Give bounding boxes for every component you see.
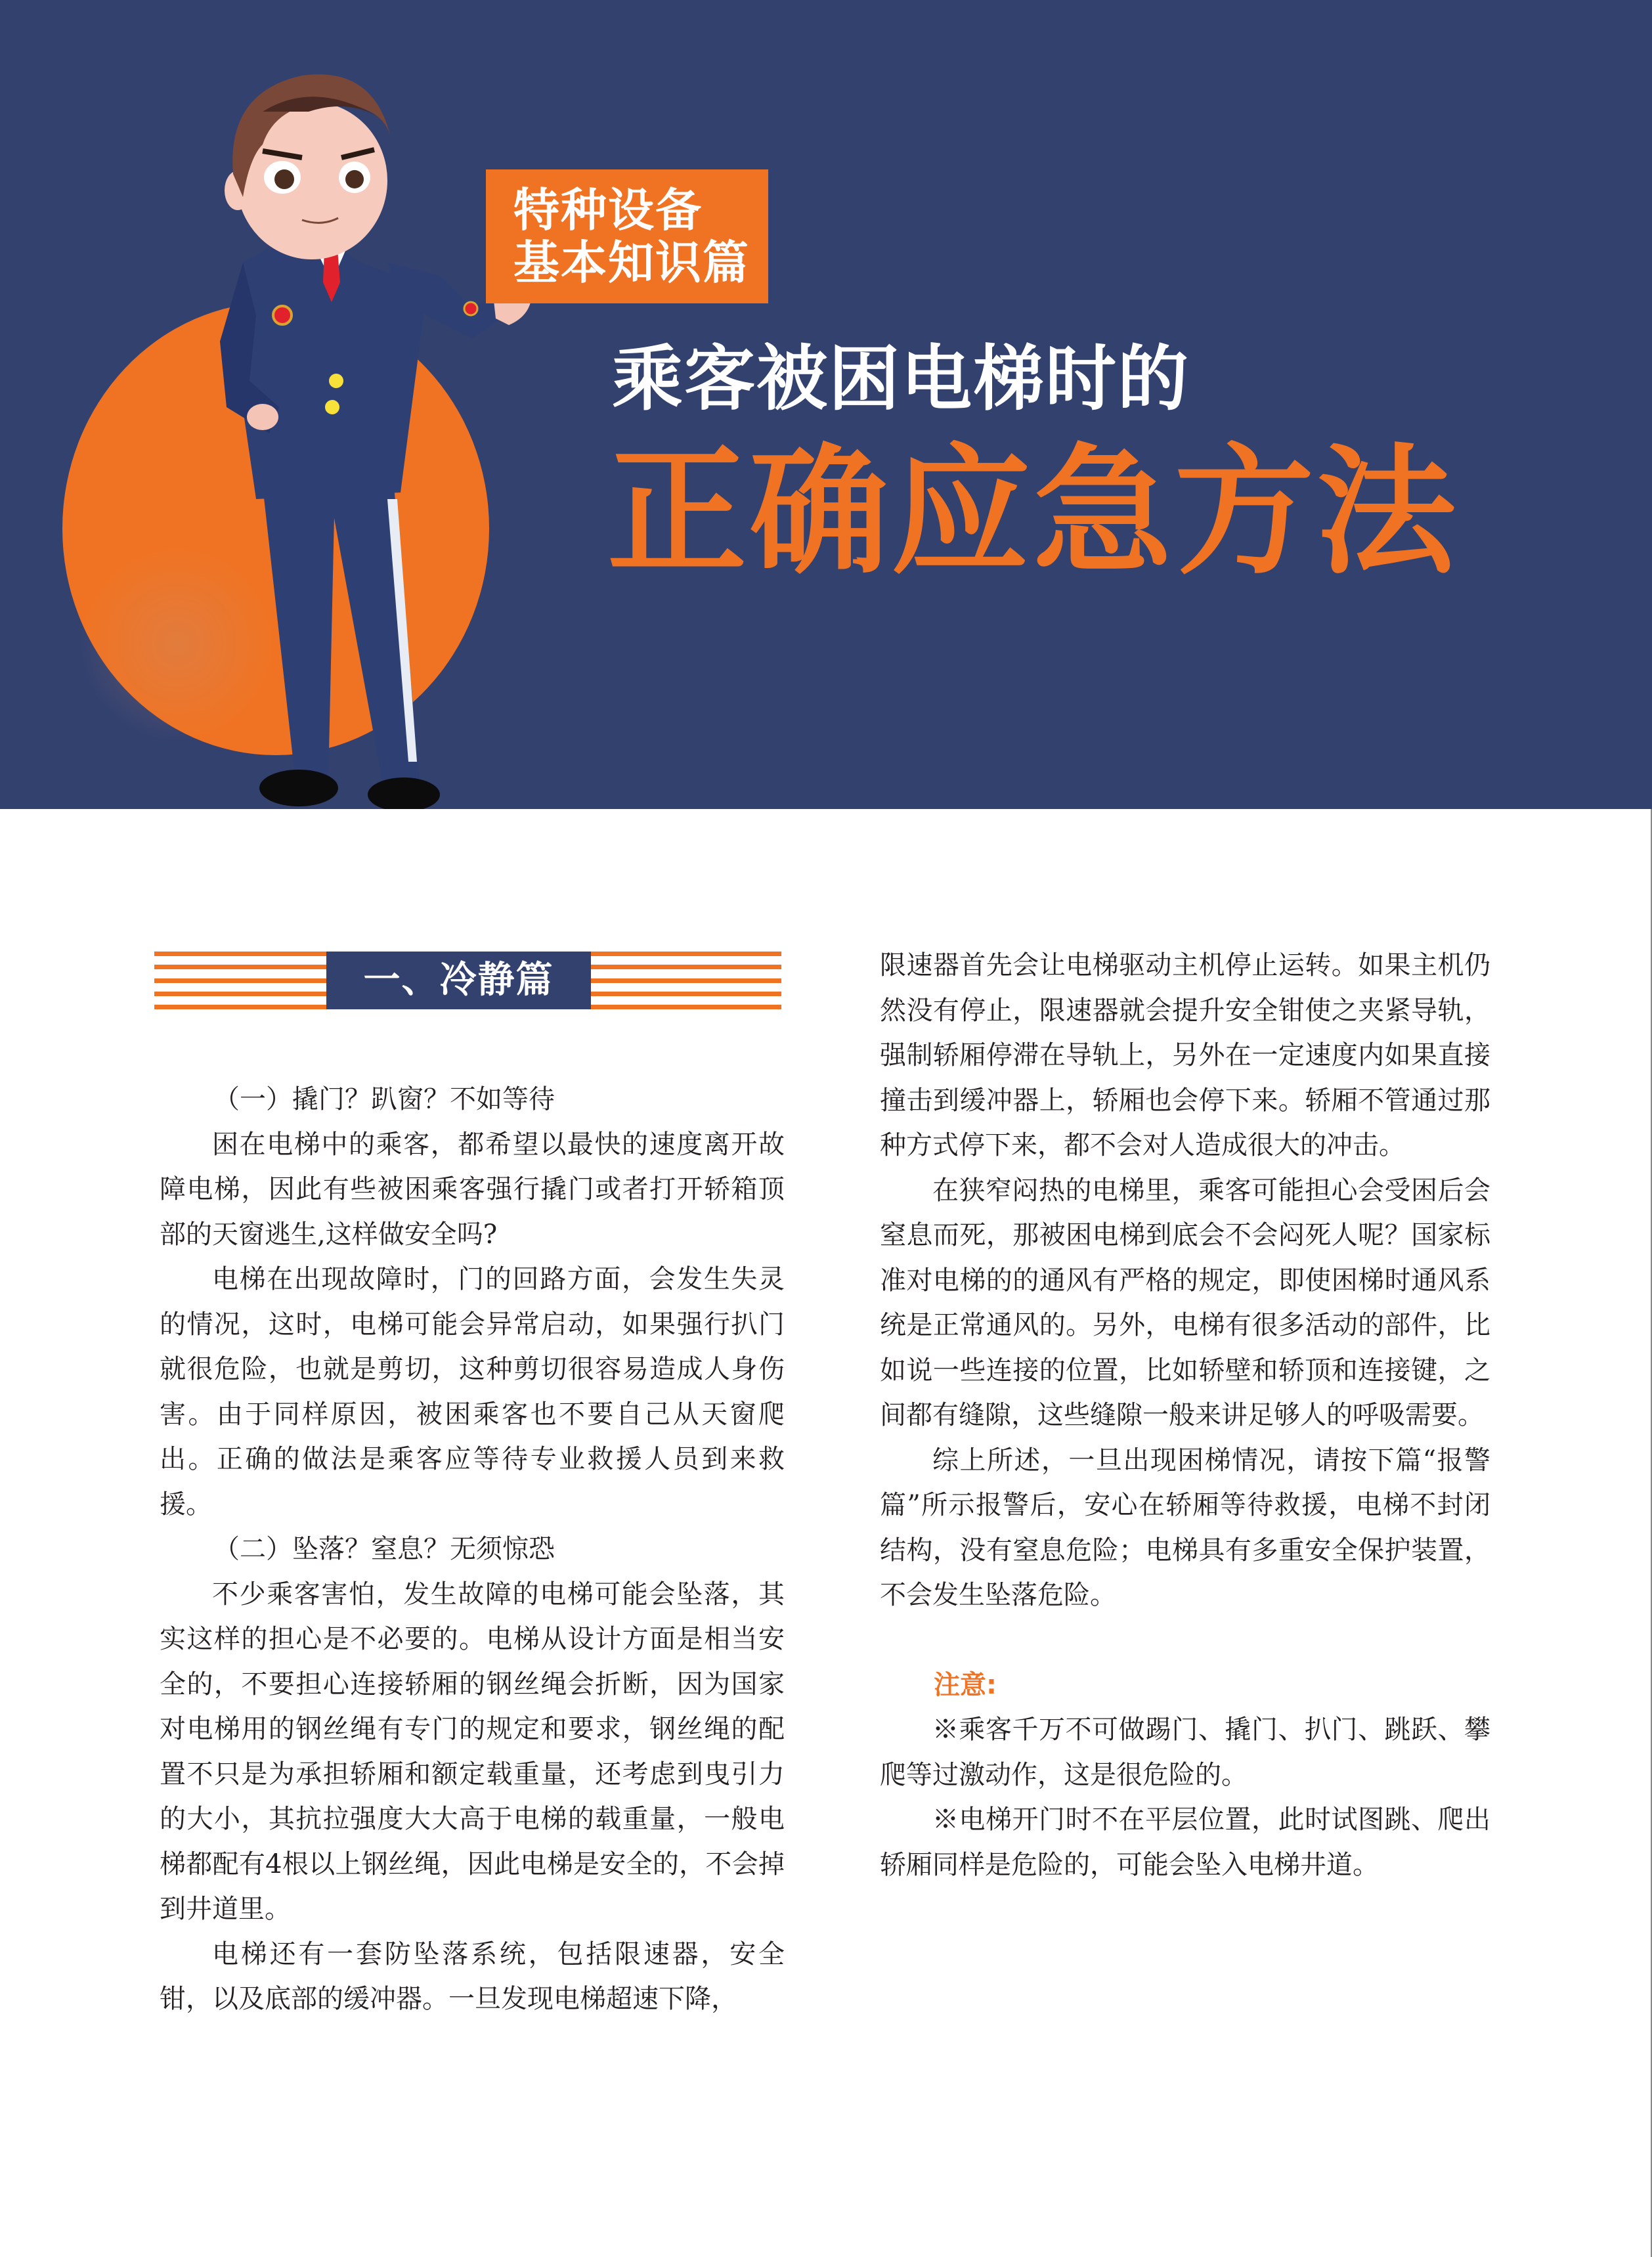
header-banner [0, 0, 1652, 809]
note-item: ※电梯开门时不在平层位置，此时试图跳、爬出轿厢同样是危险的，可能会坠入电梯井道。 [880, 1805, 1490, 1880]
subheading-1: （一）撬门？趴窗？不如等待 [213, 1084, 555, 1114]
section-title: 一、冷静篇 [326, 952, 591, 1009]
badge-line-2: 基本知识篇 [513, 236, 750, 290]
cartoon-official-illustration [164, 66, 532, 809]
badge-line-1: 特种设备 [513, 183, 703, 237]
paragraph: 综上所述，一旦出现困梯情况，请按下篇“报警篇”所示报警后，安心在轿厢等待救援，电梯不封闭结构，没有窒息危险；电梯具有多重安全保护装置，不会发生坠落危险。 [880, 1445, 1490, 1610]
paragraph: 电梯还有一套防坠落系统，包括限速器，安全钳，以及底部的缓冲器。一旦发现电梯超速下降， [160, 1939, 785, 2014]
page-title-line-2: 正确应急方法 [607, 431, 1458, 593]
note-label: 注意: [934, 1669, 997, 1700]
note-item: ※乘客千万不可做踢门、撬门、扒门、跳跃、攀爬等过激动作，这是很危险的。 [880, 1715, 1490, 1790]
category-badge [486, 169, 768, 303]
text-column-right [880, 943, 1490, 1887]
paragraph: 不少乘客害怕，发生故障的电梯可能会坠落，其实这样的担心是不必要的。电梯从设计方面是相当安全的，不要担心连接轿厢的钢丝绳会折断，因为国家对电梯用的钢丝绳有专门的规定和要求，钢丝绳的配置不只是为承担轿厢和额定载重量，还考虑到曳引力的大小，其抗拉强度大大高于电梯的载重量，一般电梯都配有4根以上钢丝绳，因此电梯是安全的，不会掉到井道里。 [160, 1579, 785, 1924]
paragraph: 困在电梯中的乘客，都希望以最快的速度离开故障电梯，因此有些被困乘客强行撬门或者打开轿箱顶部的天窗逃生,这样做安全吗? [160, 1129, 785, 1250]
paragraph: 电梯在出现故障时，门的回路方面，会发生失灵的情况，这时，电梯可能会异常启动，如果强行扒门就很危险，也就是剪切，这种剪切很容易造成人身伤害。由于同样原因，被困乘客也不要自己从天窗爬出。正确的做法是乘客应等待专业救援人员到来救援。 [160, 1264, 785, 1520]
section-heading [154, 952, 781, 1009]
subheading-2: （二）坠落？窒息？无须惊恐 [213, 1534, 555, 1564]
paragraph: 限速器首先会让电梯驱动主机停止运转。如果主机仍然没有停止，限速器就会提升安全钳使之夹紧导轨，强制轿厢停滞在导轨上，另外在一定速度内如果直接撞击到缓冲器上，轿厢也会停下来。轿厢不管通过那种方式停下来，都不会对人造成很大的冲击。 [880, 950, 1490, 1160]
paragraph: 在狭窄闷热的电梯里，乘客可能担心会受困后会窒息而死，那被困电梯到底会不会闷死人呢？国家标准对电梯的的通风有严格的规定，即使困梯时通风系统是正常通风的。另外，电梯有很多活动的部件，比如说一些连接的位置，比如轿壁和轿顶和连接键，之间都有缝隙，这些缝隙一般来讲足够人的呼吸需要。 [880, 1175, 1490, 1430]
page-title-line-1: 乘客被困电梯时的 [612, 338, 1190, 420]
text-column-left [160, 1077, 785, 2022]
